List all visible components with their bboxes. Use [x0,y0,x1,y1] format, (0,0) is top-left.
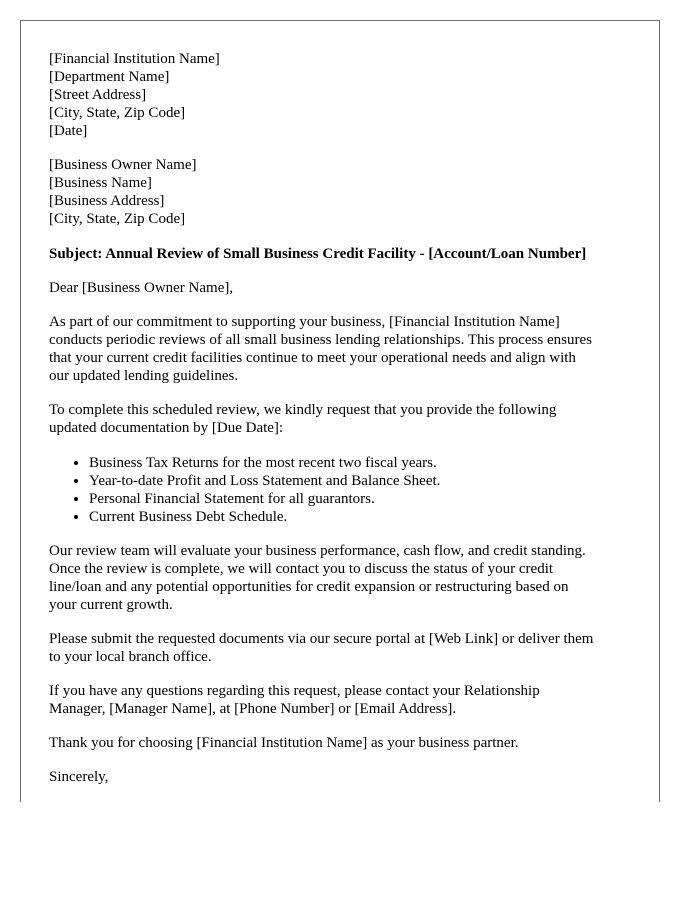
paragraph-line: conducts periodic reviews of all small business lending relationships. This process ensures [49,332,592,348]
recipient-city: [City, State, Zip Code] [49,211,186,227]
paragraph-line: Manager, [Manager Name], at [Phone Number] or [Email Address]. [49,701,457,717]
thanks-paragraph [49,734,639,752]
paragraph-line: As part of our commitment to supporting your business, [Financial Institution Name] [49,314,560,330]
paragraph-line: Please submit the requested documents via our secure portal at [Web Link] or deliver them [49,631,594,647]
paragraph-line: To complete this scheduled review, we kindly request that you provide the following [49,402,557,418]
list-item: • Year-to-date Profit and Loss Statement and Balance Sheet. [89,472,639,490]
paragraph-line: updated documentation by [Due Date]: [49,420,284,436]
questions-paragraph [49,682,639,718]
paragraph-line: our updated lending guidelines. [49,368,239,384]
paragraph-line: line/loan and any potential opportunities for credit expansion or restructuring based on [49,579,569,595]
recipient-business: [Business Name] [49,175,152,191]
paragraph-line: Once the review is complete, we will contact you to discuss the status of your credit [49,561,554,577]
submit-paragraph [49,630,639,666]
list-item: • Personal Financial Statement for all guarantors. [89,490,639,508]
paragraph-line: that your current credit facilities continue to meet your operational needs and align with [49,350,576,366]
required-documents-list [49,454,639,526]
intro-paragraph [49,313,639,385]
recipient-owner: [Business Owner Name] [49,157,197,173]
sender-city: [City, State, Zip Code] [49,105,186,121]
letter-date: [Date] [49,123,88,139]
sender-address-block [49,50,639,140]
sender-street: [Street Address] [49,87,147,103]
recipient-address-block [49,156,639,228]
paragraph-line: your current growth. [49,597,173,613]
paragraph-line: to your local branch office. [49,649,212,665]
letter-page [20,20,660,802]
sender-institution: [Financial Institution Name] [49,51,220,67]
sender-department: [Department Name] [49,69,170,85]
list-item: • Current Business Debt Schedule. [89,508,639,526]
paragraph-line: Our review team will evaluate your business performance, cash flow, and credit standing. [49,543,586,559]
letter-body [49,50,639,786]
request-paragraph [49,401,639,437]
evaluation-paragraph [49,542,639,614]
paragraph-line: Thank you for choosing [Financial Institution Name] as your business partner. [49,735,519,751]
recipient-address: [Business Address] [49,193,165,209]
closing: Sincerely, [49,769,109,785]
salutation: Dear [Business Owner Name], [49,280,234,296]
list-item: • Business Tax Returns for the most recent two fiscal years. [89,454,639,472]
paragraph-line: If you have any questions regarding this request, please contact your Relationship [49,683,540,699]
subject-line: Subject: Annual Review of Small Business Credit Facility - [Account/Loan Number] [49,246,587,262]
